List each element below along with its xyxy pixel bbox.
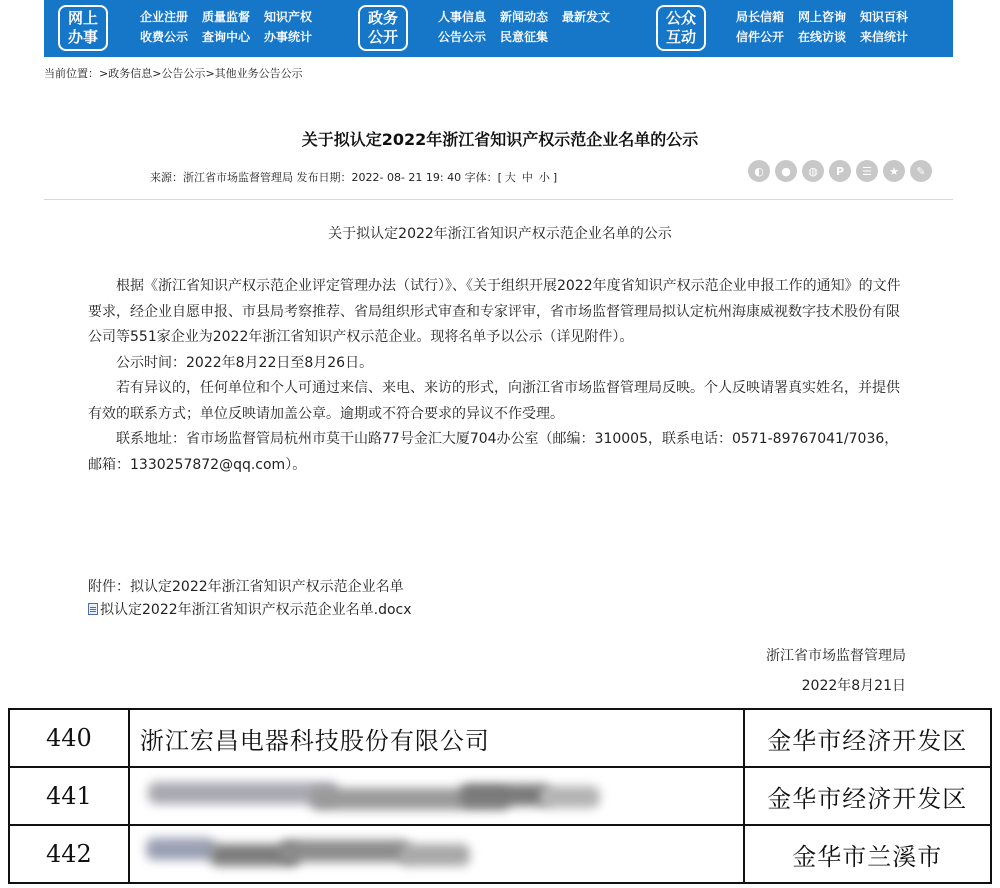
nav-badge-public-interaction[interactable] — [656, 5, 706, 51]
nav-badge-text: 政务 — [367, 9, 398, 27]
nav-link-latest-documents[interactable]: 最新发文 — [562, 10, 611, 24]
nav-link-fee-disclosure[interactable]: 收费公示 — [140, 30, 189, 44]
signature-organization: 浙江省市场监督管理局 — [766, 648, 906, 664]
row-number: 442 — [9, 825, 129, 883]
article-meta — [150, 169, 557, 185]
font-size-small[interactable]: 小 — [538, 171, 550, 184]
douban-icon[interactable]: ☰ — [856, 160, 878, 182]
enterprise-list-table — [8, 708, 992, 884]
company-name-blurred — [129, 767, 744, 825]
nav-link-news[interactable]: 新闻动态 — [500, 10, 549, 24]
table-row — [9, 825, 991, 883]
breadcrumb — [44, 65, 303, 81]
breadcrumb-item[interactable]: 公告公示 — [161, 67, 206, 80]
font-size-bracket: [ — [497, 171, 502, 184]
region: 金华市兰溪市 — [744, 825, 991, 883]
row-number: 440 — [9, 709, 129, 767]
favorite-icon[interactable]: ★ — [883, 160, 905, 182]
nav-link-personnel-info[interactable]: 人事信息 — [438, 10, 487, 24]
font-size-bracket: ] — [552, 171, 558, 184]
article-paragraph: 根据《浙江省知识产权示范企业评定管理办法（试行）》、《关于组织开展2022年度省知识产权示范企业申报工作的通知》的文件要求，经企业自愿申报、市县局考察推荐、省局组织形式审查和专家评审，省市场监督管理局拟认定杭州海康威视数字技术股份有限公司等551家企业为2022年浙江省知识产权示范企业。现将名单予以公示（详见附件）。 — [88, 278, 901, 345]
meta-source: 浙江省市场监督管理局 — [183, 171, 293, 184]
document-icon — [88, 603, 98, 615]
attachment-filename: 拟认定2022年浙江省知识产权示范企业名单.docx — [100, 602, 412, 618]
breadcrumb-prefix: 当前位置： — [44, 67, 99, 80]
font-size-large[interactable]: 大 — [504, 171, 516, 184]
blurred-text — [140, 834, 743, 874]
breadcrumb-separator: > — [152, 67, 162, 80]
nav-badge-text: 网上 — [67, 9, 98, 27]
article-paragraph: 若有异议的，任何单位和个人可通过来信、来电、来访的形式，向浙江省市场监督管理局反映。个人反映请署真实姓名，并提供有效的联系方式；单位反映请加盖公章。逾期或不符合要求的异议不作受理。 — [88, 380, 900, 422]
meta-source-label: 来源： — [150, 171, 183, 184]
font-size-switcher — [465, 171, 558, 184]
weibo-icon[interactable]: ◐ — [748, 160, 770, 182]
nav-badge-online-services[interactable] — [58, 5, 108, 51]
page-title: 关于拟认定2022年浙江省知识产权示范企业名单的公示 — [301, 130, 699, 149]
meta-date-label: 发布日期： — [296, 171, 352, 184]
table-row — [9, 767, 991, 825]
attachment-label: 附件：拟认定2022年浙江省知识产权示范企业名单 — [88, 579, 404, 595]
article-paragraph: 联系地址：省市场监督管局杭州市莫干山路77号金汇大厦704办公室（邮编：310005，联系电话：0571-89767041/7036，邮箱：1330257872@qq.com）。 — [88, 431, 899, 473]
nav-badge-text: 办事 — [67, 28, 98, 46]
nav-link-intellectual-property[interactable]: 知识产权 — [264, 10, 313, 24]
company-name-blurred — [129, 825, 744, 883]
more-share-icon[interactable]: ✎ — [910, 160, 932, 182]
meta-date: 2022- 08- 21 19: 40 — [351, 171, 462, 184]
nav-link-query-center[interactable]: 查询中心 — [202, 30, 251, 44]
wechat-icon[interactable]: ◍ — [802, 160, 824, 182]
nav-link-letter-statistics[interactable]: 来信统计 — [860, 30, 909, 44]
breadcrumb-item[interactable]: 政务信息 — [108, 67, 153, 80]
nav-badge-government-affairs[interactable] — [358, 5, 408, 51]
nav-link-announcements[interactable]: 公告公示 — [438, 30, 487, 44]
qq-icon[interactable]: ● — [775, 160, 797, 182]
blurred-text — [140, 776, 743, 816]
nav-link-public-opinion[interactable]: 民意征集 — [500, 30, 549, 44]
nav-link-online-interview[interactable]: 在线访谈 — [798, 30, 847, 44]
nav-link-letters-public[interactable]: 信件公开 — [736, 30, 785, 44]
breadcrumb-separator: > — [205, 67, 215, 80]
nav-badge-text: 公开 — [367, 28, 398, 46]
nav-link-director-mailbox[interactable]: 局长信箱 — [736, 10, 785, 24]
nav-link-online-consultation[interactable]: 网上咨询 — [798, 10, 847, 24]
region: 金华市经济开发区 — [744, 767, 991, 825]
article-paragraph: 公示时间：2022年8月22日至8月26日。 — [116, 354, 374, 371]
nav-link-service-statistics[interactable]: 办事统计 — [264, 30, 313, 44]
nav-link-quality-supervision[interactable]: 质量监督 — [202, 10, 251, 24]
row-number: 441 — [9, 767, 129, 825]
share-toolbar — [748, 160, 932, 182]
breadcrumb-item[interactable]: 其他业务公告公示 — [214, 67, 303, 80]
company-name: 浙江宏昌电器科技股份有限公司 — [129, 709, 744, 767]
region: 金华市经济开发区 — [744, 709, 991, 767]
meta-font-label: 字体： — [464, 171, 498, 184]
attachment-link[interactable] — [88, 599, 412, 619]
breadcrumb-separator: > — [99, 67, 109, 80]
font-size-medium[interactable]: 中 — [521, 171, 533, 184]
pinterest-icon[interactable]: P — [829, 160, 851, 182]
article-body — [88, 274, 910, 478]
article-subtitle: 关于拟认定2022年浙江省知识产权示范企业名单的公示 — [328, 226, 672, 242]
nav-badge-text: 互动 — [665, 28, 696, 46]
signature-date: 2022年8月21日 — [801, 678, 906, 694]
nav-badge-text: 公众 — [665, 9, 696, 27]
nav-link-knowledge-base[interactable]: 知识百科 — [860, 10, 909, 24]
table-row — [9, 709, 991, 767]
top-navigation-bar — [44, 0, 953, 57]
nav-link-enterprise-registration[interactable]: 企业注册 — [140, 10, 189, 24]
header-divider — [44, 199, 953, 200]
